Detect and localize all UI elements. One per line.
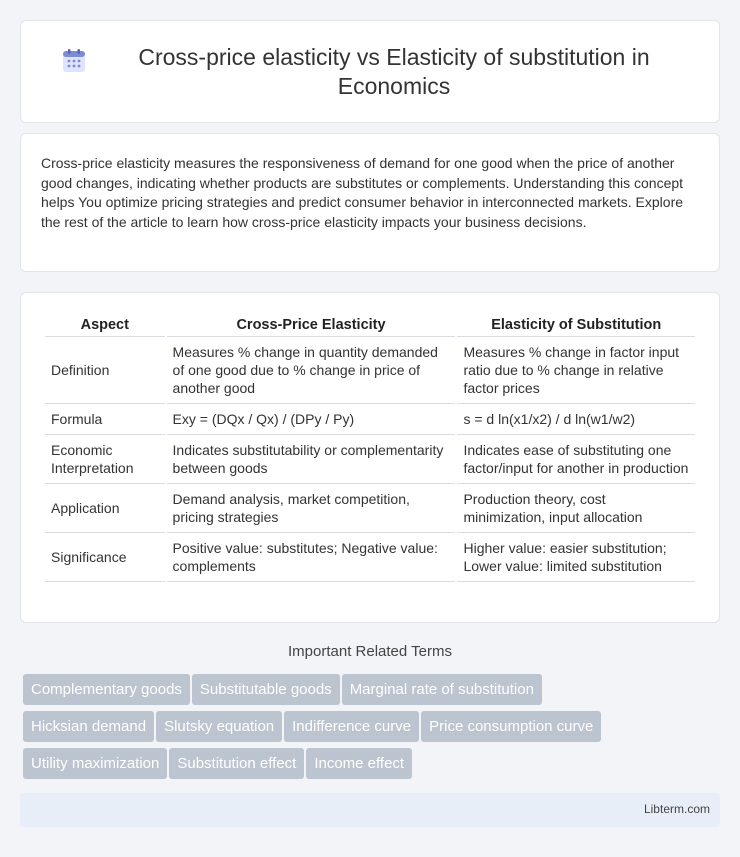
row-substitution: s = d ln(x1/x2) / d ln(w1/w2) (457, 404, 695, 435)
row-cross-price: Indicates substitutability or complementarity between goods (167, 435, 456, 484)
row-substitution: Measures % change in factor input ratio due to % change in relative factor prices (457, 337, 695, 404)
row-cross-price: Measures % change in quantity demanded of one good due to % change in price of another good (167, 337, 456, 404)
tag-hicksian-demand[interactable]: Hicksian demand (23, 711, 154, 742)
header-cross-price-elasticity: Cross-Price Elasticity (167, 313, 456, 337)
related-terms-list (23, 674, 723, 785)
header-aspect: Aspect (45, 313, 165, 337)
comparison-card (20, 292, 720, 623)
intro-paragraph: Cross-price elasticity measures the responsiveness of demand for one good when the price of another good changes, indicating whether products are substitutes or complements. Understanding this concept helps You optimize pricing strategies and predict consumer behavior in interconnected markets. Explore the rest of the article to learn how cross-price elasticity impacts your business decisions. (41, 155, 684, 230)
title-card (20, 20, 720, 123)
tag-slutsky-equation[interactable]: Slutsky equation (156, 711, 282, 742)
footer-brand[interactable]: Libterm.com (643, 802, 710, 816)
row-cross-price: Exy = (DQx / Qx) / (DPy / Py) (167, 404, 456, 435)
tag-substitution-effect[interactable]: Substitution effect (169, 748, 304, 779)
table-row (45, 404, 695, 435)
row-cross-price: Demand analysis, market competition, pricing strategies (167, 484, 456, 533)
table-header-row (45, 313, 695, 337)
header-elasticity-of-substitution: Elasticity of Substitution (457, 313, 695, 337)
row-aspect: Significance (45, 533, 165, 582)
footer (20, 793, 720, 827)
table-row (45, 337, 695, 404)
row-substitution: Production theory, cost minimization, input allocation (457, 484, 695, 533)
row-aspect: Formula (45, 404, 165, 435)
tag-complementary-goods[interactable]: Complementary goods (23, 674, 190, 705)
row-aspect: Economic Interpretation (45, 435, 165, 484)
row-substitution: Indicates ease of substituting one factor/input for another in production (457, 435, 695, 484)
tag-substitutable-goods[interactable]: Substitutable goods (192, 674, 340, 705)
calendar-icon (61, 48, 87, 74)
tag-indifference-curve[interactable]: Indifference curve (284, 711, 419, 742)
intro-card (20, 133, 720, 272)
page-title: Cross-price elasticity vs Elasticity of substitution in Economics (138, 43, 650, 99)
tag-marginal-rate-of-substitution[interactable]: Marginal rate of substitution (342, 674, 542, 705)
row-aspect: Definition (45, 337, 165, 404)
table-row (45, 533, 695, 582)
row-aspect: Application (45, 484, 165, 533)
comparison-table (43, 313, 697, 582)
row-substitution: Higher value: easier substitution; Lower value: limited substitution (457, 533, 695, 582)
tag-utility-maximization[interactable]: Utility maximization (23, 748, 167, 779)
table-row (45, 435, 695, 484)
row-cross-price: Positive value: substitutes; Negative value: complements (167, 533, 456, 582)
tag-income-effect[interactable]: Income effect (306, 748, 412, 779)
related-terms-heading: Important Related Terms (288, 643, 452, 660)
tag-price-consumption-curve[interactable]: Price consumption curve (421, 711, 601, 742)
table-row (45, 484, 695, 533)
